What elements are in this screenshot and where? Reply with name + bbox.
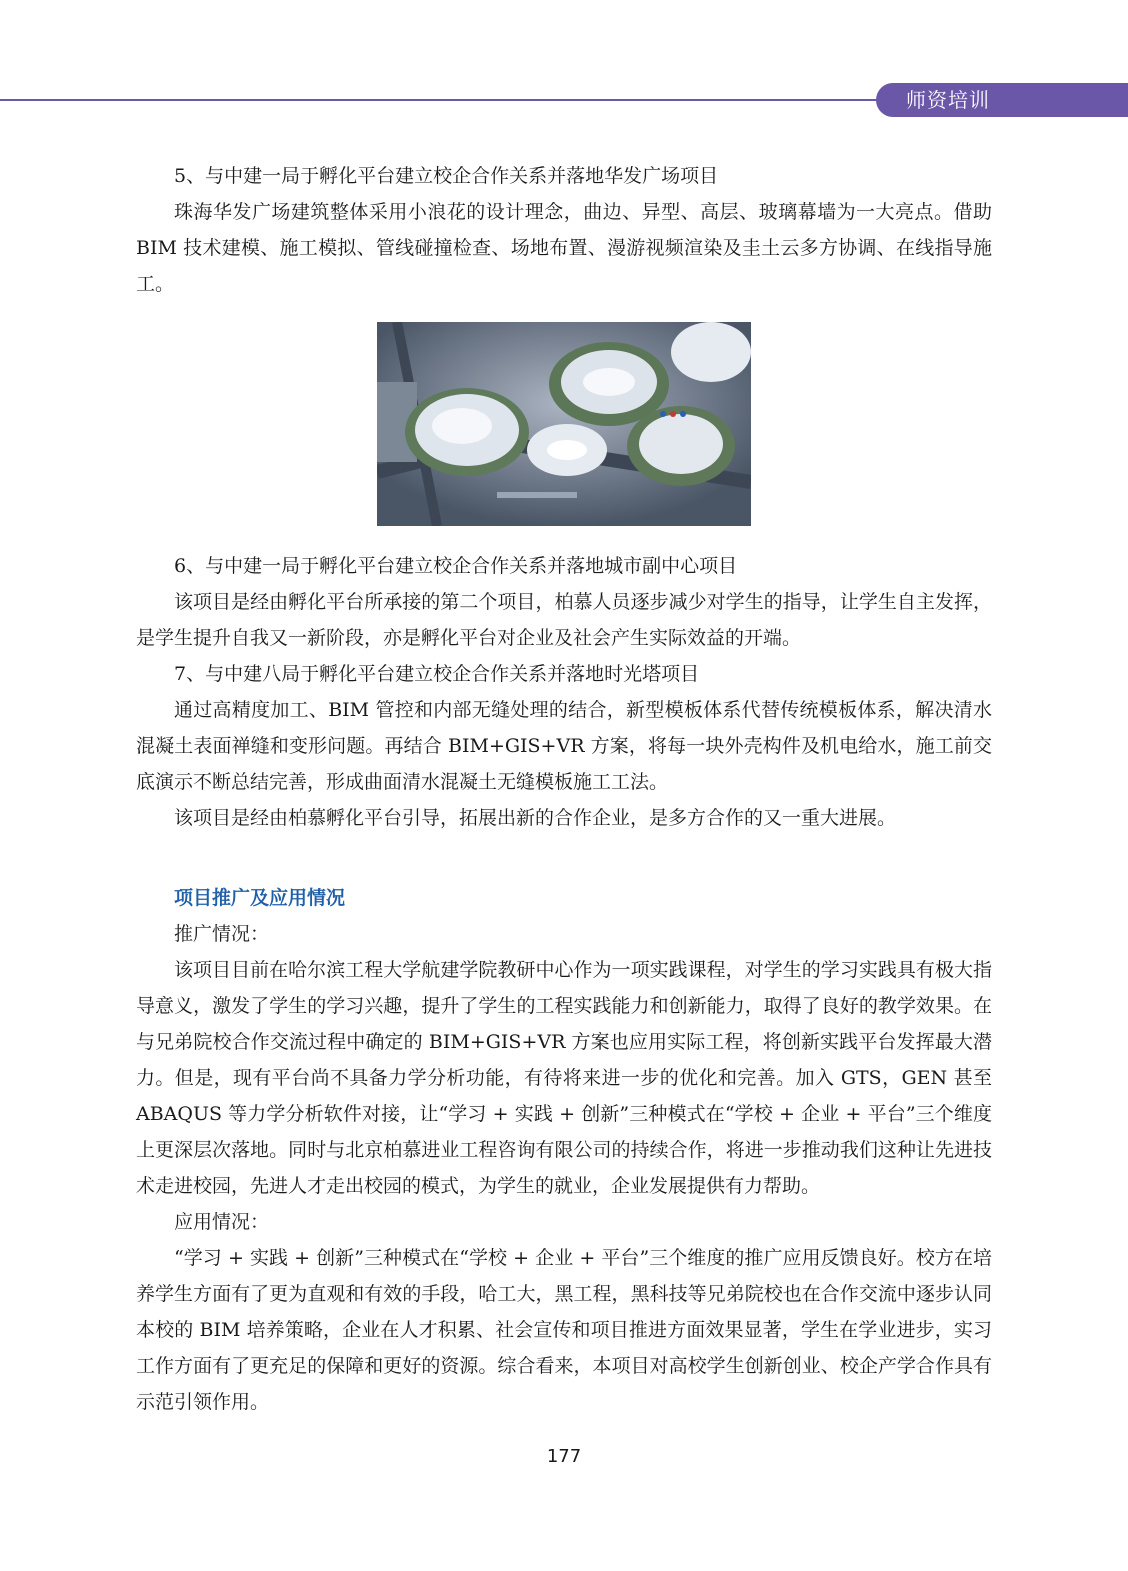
item-6-title: 6、与中建一局于孵化平台建立校企合作关系并落地城市副中心项目 bbox=[174, 555, 738, 577]
item-7-summary: 该项目是经由柏慕孵化平台引导，拓展出新的合作企业，是多方合作的又一重大进展。 bbox=[174, 807, 897, 829]
promotion-body: 该项目目前在哈尔滨工程大学航建学院教研中心作为一项实践课程，对学生的学习实践具有极大指导意义，激发了学生的学习兴趣，提升了学生的工程实践能力和创新能力，取得了良好的教学效果。在与兄弟院校合作交流过程中确定的 BIM+GIS+VR 方案也应用实际工程，将创新实践平台发挥最大潜力。但是，现有平台尚不具备力学分析功能，有待将来进一步的优化和完善。加入 GTS，GEN 甚至 ABAQUS 等力学分析软件对接，让“学习 + 实践 + 创新”三种模式在“学校 + 企业 + 平台”三个维度上更深层次落地。同时与北京柏慕进业工程咨询有限公司的持续合作，将进一步推动我们这种让先进技术走进校园，先进人才走出校园的模式，为学生的就业，企业发展提供有力帮助。 bbox=[136, 959, 992, 1197]
section-tab: 师资培训 bbox=[876, 83, 1128, 117]
page-content bbox=[136, 158, 992, 1420]
item-7-body: 通过高精度加工、BIM 管控和内部无缝处理的结合，新型模板体系代替传统模板体系，解决清水混凝土表面禅缝和变形问题。再结合 BIM+GIS+VR 方案，将每一块外壳构件及机电给水，施工前交底演示不断总结完善，形成曲面清水混凝土无缝模板施工工法。 bbox=[136, 699, 992, 793]
aerial-building-illustration bbox=[377, 322, 751, 526]
building-render-image bbox=[377, 322, 751, 526]
application-label: 应用情况： bbox=[174, 1211, 270, 1233]
item-6-body: 该项目是经由孵化平台所承接的第二个项目，柏慕人员逐步减少对学生的指导，让学生自主发挥，是学生提升自我又一新阶段，亦是孵化平台对企业及社会产生实际效益的开端。 bbox=[136, 591, 992, 649]
section-heading: 项目推广及应用情况 bbox=[174, 887, 346, 909]
application-body: “学习 + 实践 + 创新”三种模式在“学校 + 企业 + 平台”三个维度的推广应用反馈良好。校方在培养学生方面有了更为直观和有效的手段，哈工大，黑工程，黑科技等兄弟院校也在合作交流中逐步认同本校的 BIM 培养策略，企业在人才积累、社会宣传和项目推进方面效果显著，学生在学业进步，实习工作方面有了更充足的保障和更好的资源。综合看来，本项目对高校学生创新创业、校企产学合作具有示范引领作用。 bbox=[136, 1247, 992, 1413]
page-number: 177 bbox=[546, 1446, 582, 1467]
item-5-body: 珠海华发广场建筑整体采用小浪花的设计理念，曲边、异型、高层、玻璃幕墙为一大亮点。借助 BIM 技术建模、施工模拟、管线碰撞检查、场地布置、漫游视频渲染及圭土云多方协调、在线指导施工。 bbox=[136, 201, 992, 295]
item-5-title: 5、与中建一局于孵化平台建立校企合作关系并落地华发广场项目 bbox=[174, 165, 719, 187]
promotion-label: 推广情况： bbox=[174, 923, 270, 945]
item-7-title: 7、与中建八局于孵化平台建立校企合作关系并落地时光塔项目 bbox=[174, 663, 700, 685]
